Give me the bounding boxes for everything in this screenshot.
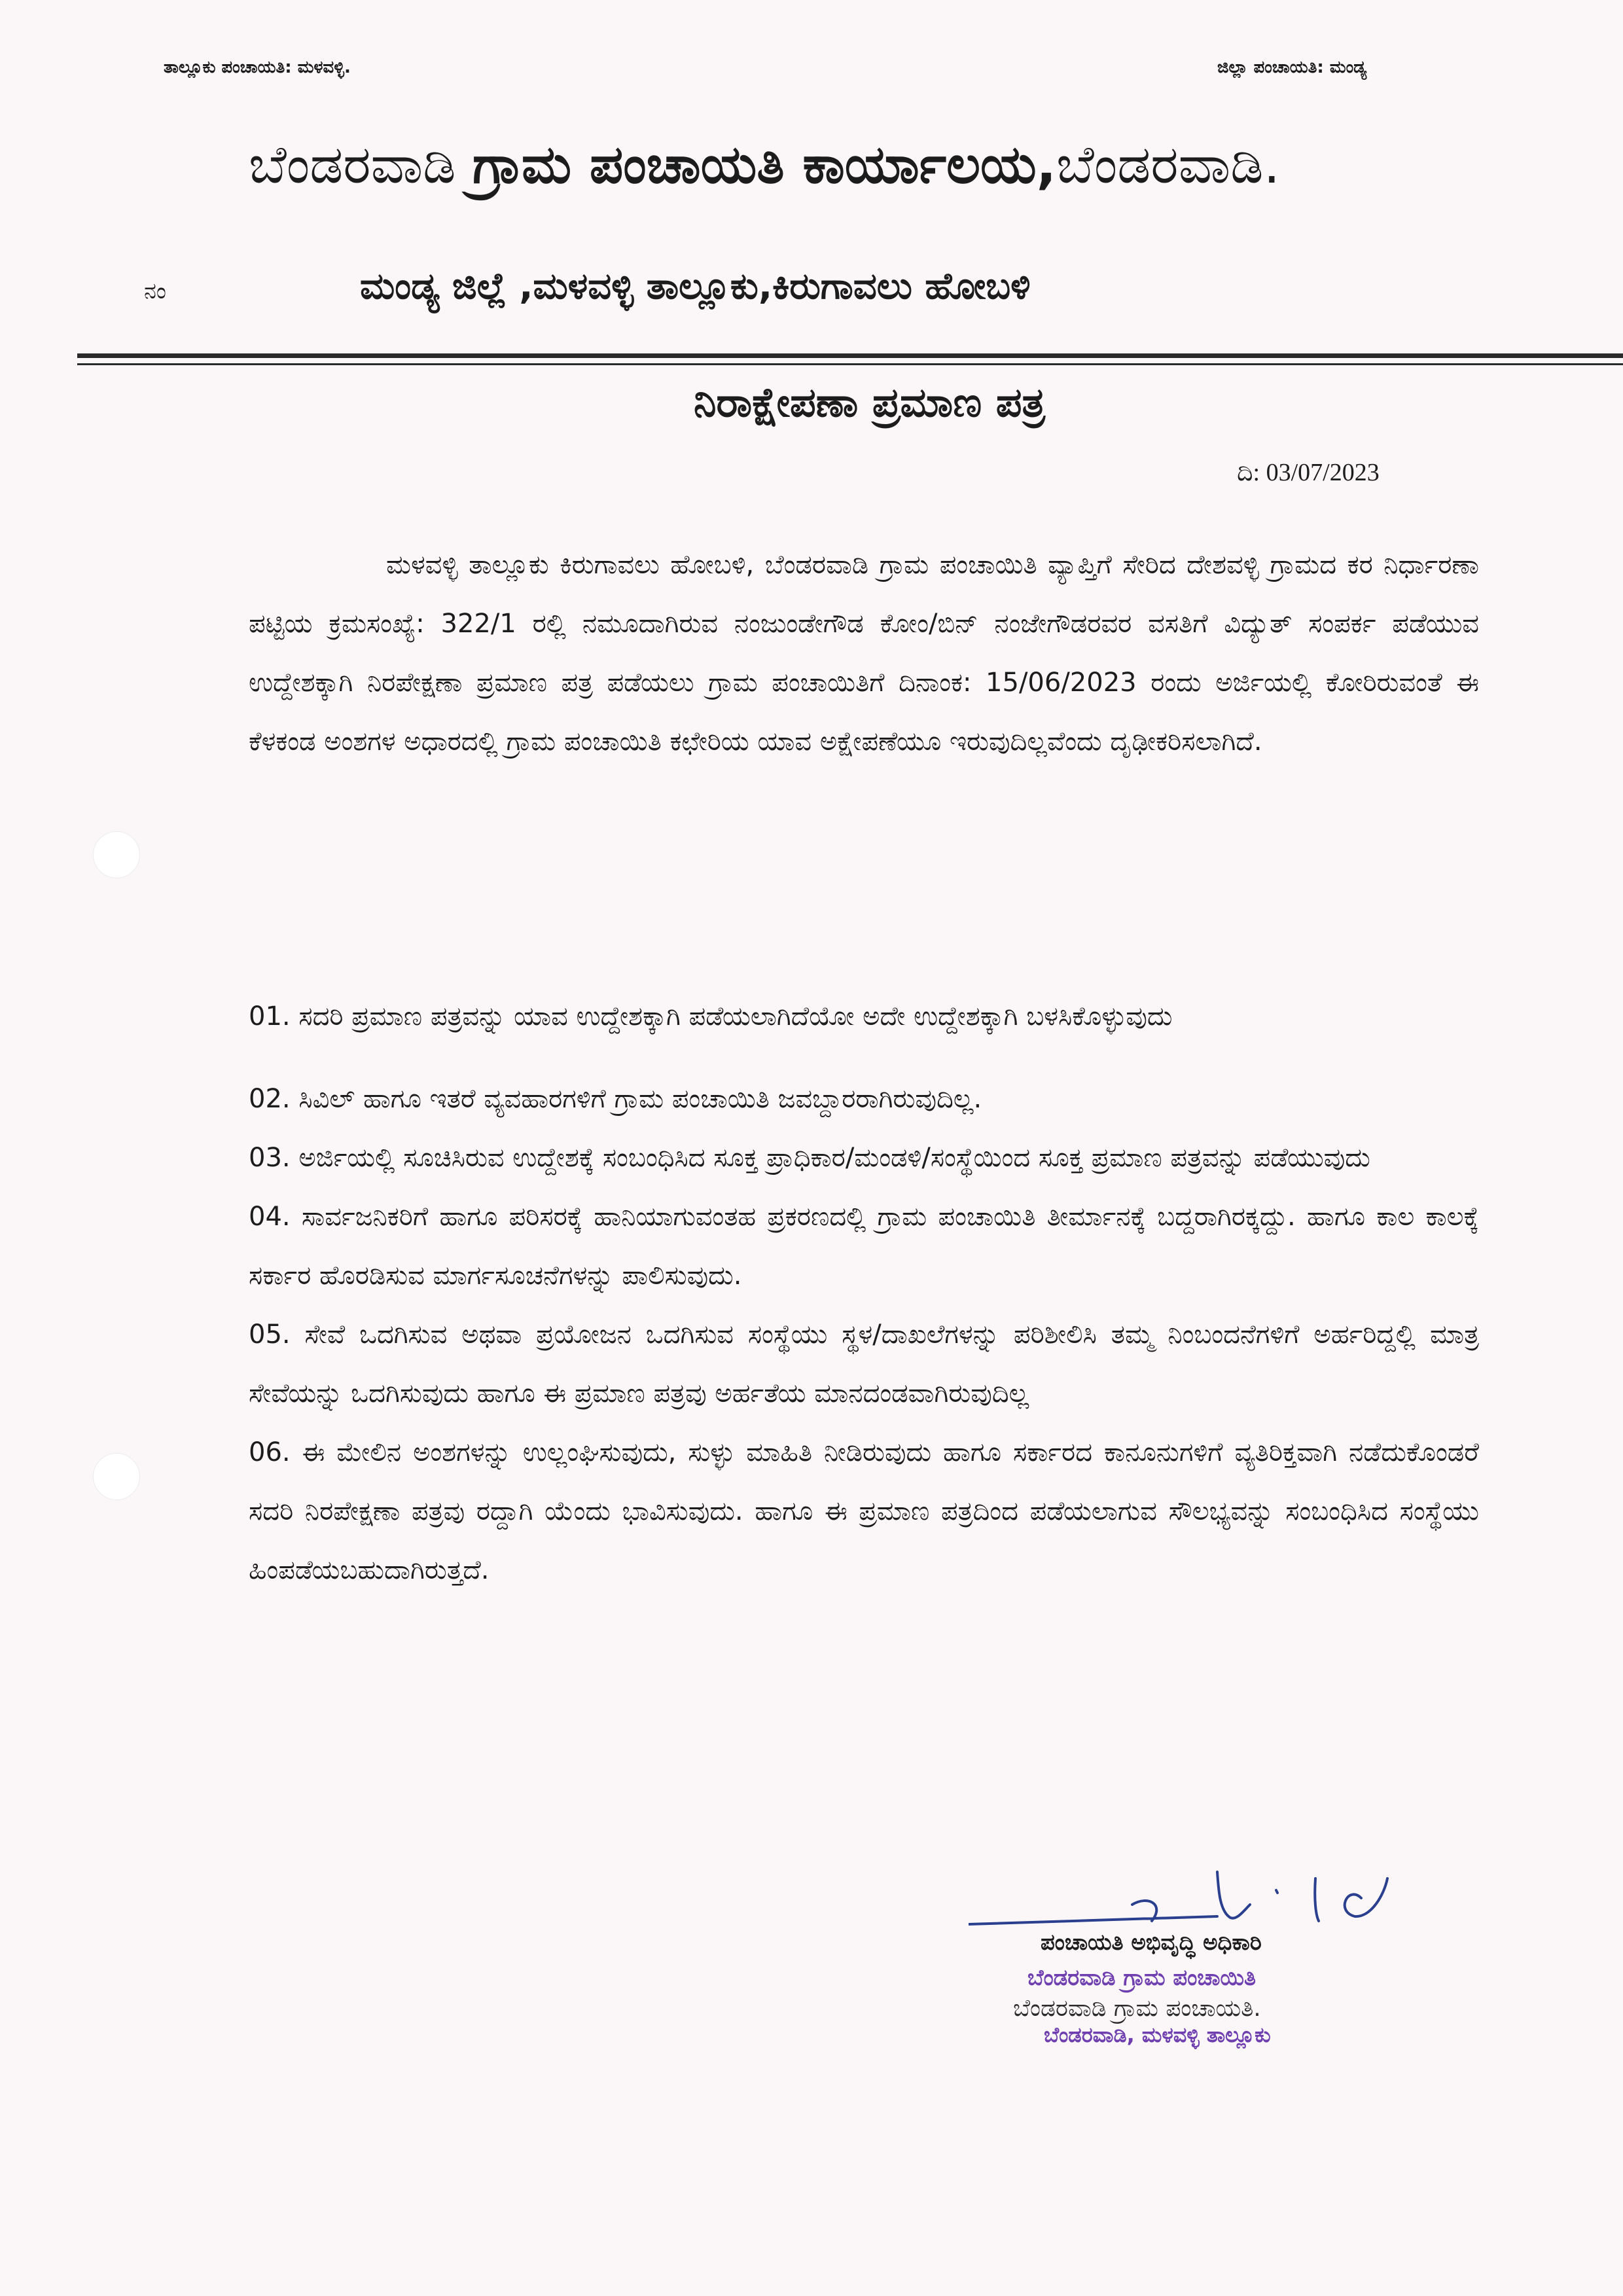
certificate-date: ದಿ: 03/07/2023 — [1237, 459, 1380, 486]
signatory-designation: ಪಂಚಾಯತಿ ಅಭಿವೃದ್ಧಿ ಅಧಿಕಾರಿ — [1041, 1929, 1262, 1956]
title-village-end: ಬೆಂಡರವಾಡಿ. — [1056, 134, 1281, 195]
certificate-title: ನಿರಾಕ್ಷೇಪಣಾ ಪ್ರಮಾಣ ಪತ್ರ — [694, 378, 1045, 426]
condition-item: 01. ಸದರಿ ಪ್ರಮಾಣ ಪತ್ರವನ್ನು ಯಾವ ಉದ್ದೇಶಕ್ಕಾಗಿ ಪಡೆಯಲಾಗಿದೆಯೋ ಅದೇ ಉದ್ದೇಶಕ್ಕಾಗಿ ಬಳಸಿಕೊಳ್ಳುವುದು — [249, 1001, 1173, 1031]
office-address: ಮಂಡ್ಯ ಜಿಲ್ಲೆ ,ಮಳವಳ್ಳಿ ತಾಲ್ಲೂಕು,ಕಿರುಗಾವಲು ಹೋಬಳಿ — [360, 265, 1031, 308]
condition-item: 06. ಈ ಮೇಲಿನ ಅಂಶಗಳನ್ನು ಉಲ್ಲಂಘಿಸುವುದು, ಸುಳ್ಳು ಮಾಹಿತಿ ನೀಡಿರುವುದು ಹಾಗೂ ಸರ್ಕಾರದ ಕಾನೂನುಗಳಿಗೆ ವ್ಯತಿರಿಕ್ತವಾಗಿ ನಡೆದುಕೊಂಡರೆ ಸದರಿ ನಿರಪೇಕ್ಷಣಾ ಪತ್ರವು ರದ್ದಾಗಿ ಯೆಂದು ಭಾವಿಸುವುದು. ಹಾಗೂ ಈ ಪ್ರಮಾಣ ಪತ್ರದಿಂದ ಪಡೆಯಲಾಗುವ ಸೌಲಭ್ಯವನ್ನು ಸಂಬಂಧಿಸಿದ ಸಂಸ್ಥೆಯು ಹಿಂಪಡೆಯಬಹುದಾಗಿರುತ್ತದೆ. — [249, 1437, 1479, 1585]
punch-hole — [93, 831, 140, 878]
certificate-body: ಮಳವಳ್ಳಿ ತಾಲ್ಲೂಕು ಕಿರುಗಾವಲು ಹೋಬಳಿ, ಬೆಂಡರವಾಡಿ ಗ್ರಾಮ ಪಂಚಾಯಿತಿ ವ್ಯಾಪ್ತಿಗೆ ಸೇರಿದ ದೇಶವಳ್ಳಿ ಗ್ರಾಮದ ಕರ ನಿರ್ಧಾರಣಾ ಪಟ್ಟಿಯ ಕ್ರಮಸಂಖ್ಯೆ: 322/1 ರಲ್ಲಿ ನಮೂದಾಗಿರುವ ನಂಜುಂಡೇಗೌಡ ಕೋಂ/ಬಿನ್ ನಂಜೇಗೌಡರವರ ವಸತಿಗೆ ವಿದ್ಯುತ್ ಸಂಪರ್ಕ ಪಡೆಯುವ ಉದ್ದೇಶಕ್ಕಾಗಿ ನಿರಪೇಕ್ಷಣಾ ಪ್ರಮಾಣ ಪತ್ರ ಪಡೆಯಲು ಗ್ರಾಮ ಪಂಚಾಯಿತಿಗೆ ದಿನಾಂಕ: 15/06/2023 ರಂದು ಅರ್ಜಿಯಲ್ಲಿ ಕೋರಿರುವಂತೆ ಈ ಕೆಳಕಂಡ ಅಂಶಗಳ ಅಧಾರದಲ್ಲಿ ಗ್ರಾಮ ಪಂಚಾಯಿತಿ ಕಛೇರಿಯ ಯಾವ ಅಕ್ಷೇಪಣೆಯೂ ಇರುವುದಿಲ್ಲವೆಂದು ದೃಢೀಕರಿಸಲಾಗಿದೆ. — [249, 550, 1479, 757]
header-divider-thin — [77, 363, 1623, 365]
condition-item: 04. ಸಾರ್ವಜನಿಕರಿಗೆ ಹಾಗೂ ಪರಿಸರಕ್ಕೆ ಹಾನಿಯಾಗುವಂತಹ ಪ್ರಕರಣದಲ್ಲಿ ಗ್ರಾಮ ಪಂಚಾಯಿತಿ ತೀರ್ಮಾನಕ್ಕೆ ಬದ್ದರಾಗಿರಕ್ಕದ್ದು. ಹಾಗೂ ಕಾಲ ಕಾಲಕ್ಕೆ ಸರ್ಕಾರ ಹೊರಡಿಸುವ ಮಾರ್ಗಸೂಚನೆಗಳನ್ನು ಪಾಲಿಸುವುದು. — [249, 1202, 1479, 1291]
zilla-panchayat-label: ಜಿಲ್ಲಾ ಪಂಚಾಯತಿ: ಮಂಡ್ಯ — [1217, 58, 1367, 77]
reference-number-label: ನಂ — [144, 278, 166, 304]
punch-hole — [93, 1453, 140, 1500]
title-village: ಬೆಂಡರವಾಡಿ — [249, 134, 456, 195]
seal-line-location: ಬೆಂಡರವಾಡಿ, ಮಳವಳ್ಳಿ ತಾಲ್ಲೂಕು — [1044, 2022, 1271, 2047]
condition-item: 05. ಸೇವೆ ಒದಗಿಸುವ ಅಥವಾ ಪ್ರಯೋಜನ ಒದಗಿಸುವ ಸಂಸ್ಥೆಯು ಸ್ಥಳ/ದಾಖಲೆಗಳನ್ನು ಪರಿಶೀಲಿಸಿ ತಮ್ಮ ನಿಂಬಂದನೆಗಳಿಗೆ ಅರ್ಹರಿದ್ದಲ್ಲಿ ಮಾತ್ರ ಸೇವೆಯನ್ನು ಒದಗಿಸುವುದು ಹಾಗೂ ಈ ಪ್ರಮಾಣ ಪತ್ರವು ಅರ್ಹತೆಯ ಮಾನದಂಡವಾಗಿರುವುದಿಲ್ಲ — [249, 1319, 1479, 1408]
condition-item: 02. ಸಿವಿಲ್ ಹಾಗೂ ಇತರೆ ವ್ಯವಹಾರಗಳಿಗೆ ಗ್ರಾಮ ಪಂಚಾಯಿತಿ ಜವಬ್ದಾರರಾಗಿರುವುದಿಲ್ಲ. — [249, 1084, 982, 1114]
condition-item: 03. ಅರ್ಜಿಯಲ್ಲಿ ಸೂಚಿಸಿರುವ ಉದ್ದೇಶಕ್ಕೆ ಸಂಬಂಧಿಸಿದ ಸೂಕ್ತ ಪ್ರಾಧಿಕಾರ/ಮಂಡಳಿ/ಸಂಸ್ಥೆಯಿಂದ ಸೂಕ್ತ ಪ್ರಮಾಣ ಪತ್ರವನ್ನು ಪಡೆಯುವುದು — [249, 1143, 1370, 1173]
office-title — [249, 134, 1280, 196]
seal-line-panchayat: ಬೆಂಡರವಾಡಿ ಗ್ರಾಮ ಪಂಚಾಯಿತಿ — [1027, 1965, 1257, 1991]
taluk-panchayat-label: ತಾಲ್ಲೂಕು ಪಂಚಾಯತಿ: ಮಳವಳ್ಳಿ. — [164, 58, 351, 77]
title-office: ಗ್ರಾಮ ಪಂಚಾಯತಿ ಕಾರ್ಯಾಲಯ, — [473, 134, 1057, 195]
conditions-list — [249, 987, 1479, 1600]
signatory-office: ಬೆಂಡರವಾಡಿ ಗ್ರಾಮ ಪಂಚಾಯತಿ. — [1013, 1995, 1261, 2022]
header-divider — [77, 353, 1623, 358]
signature-icon — [969, 1859, 1492, 1937]
